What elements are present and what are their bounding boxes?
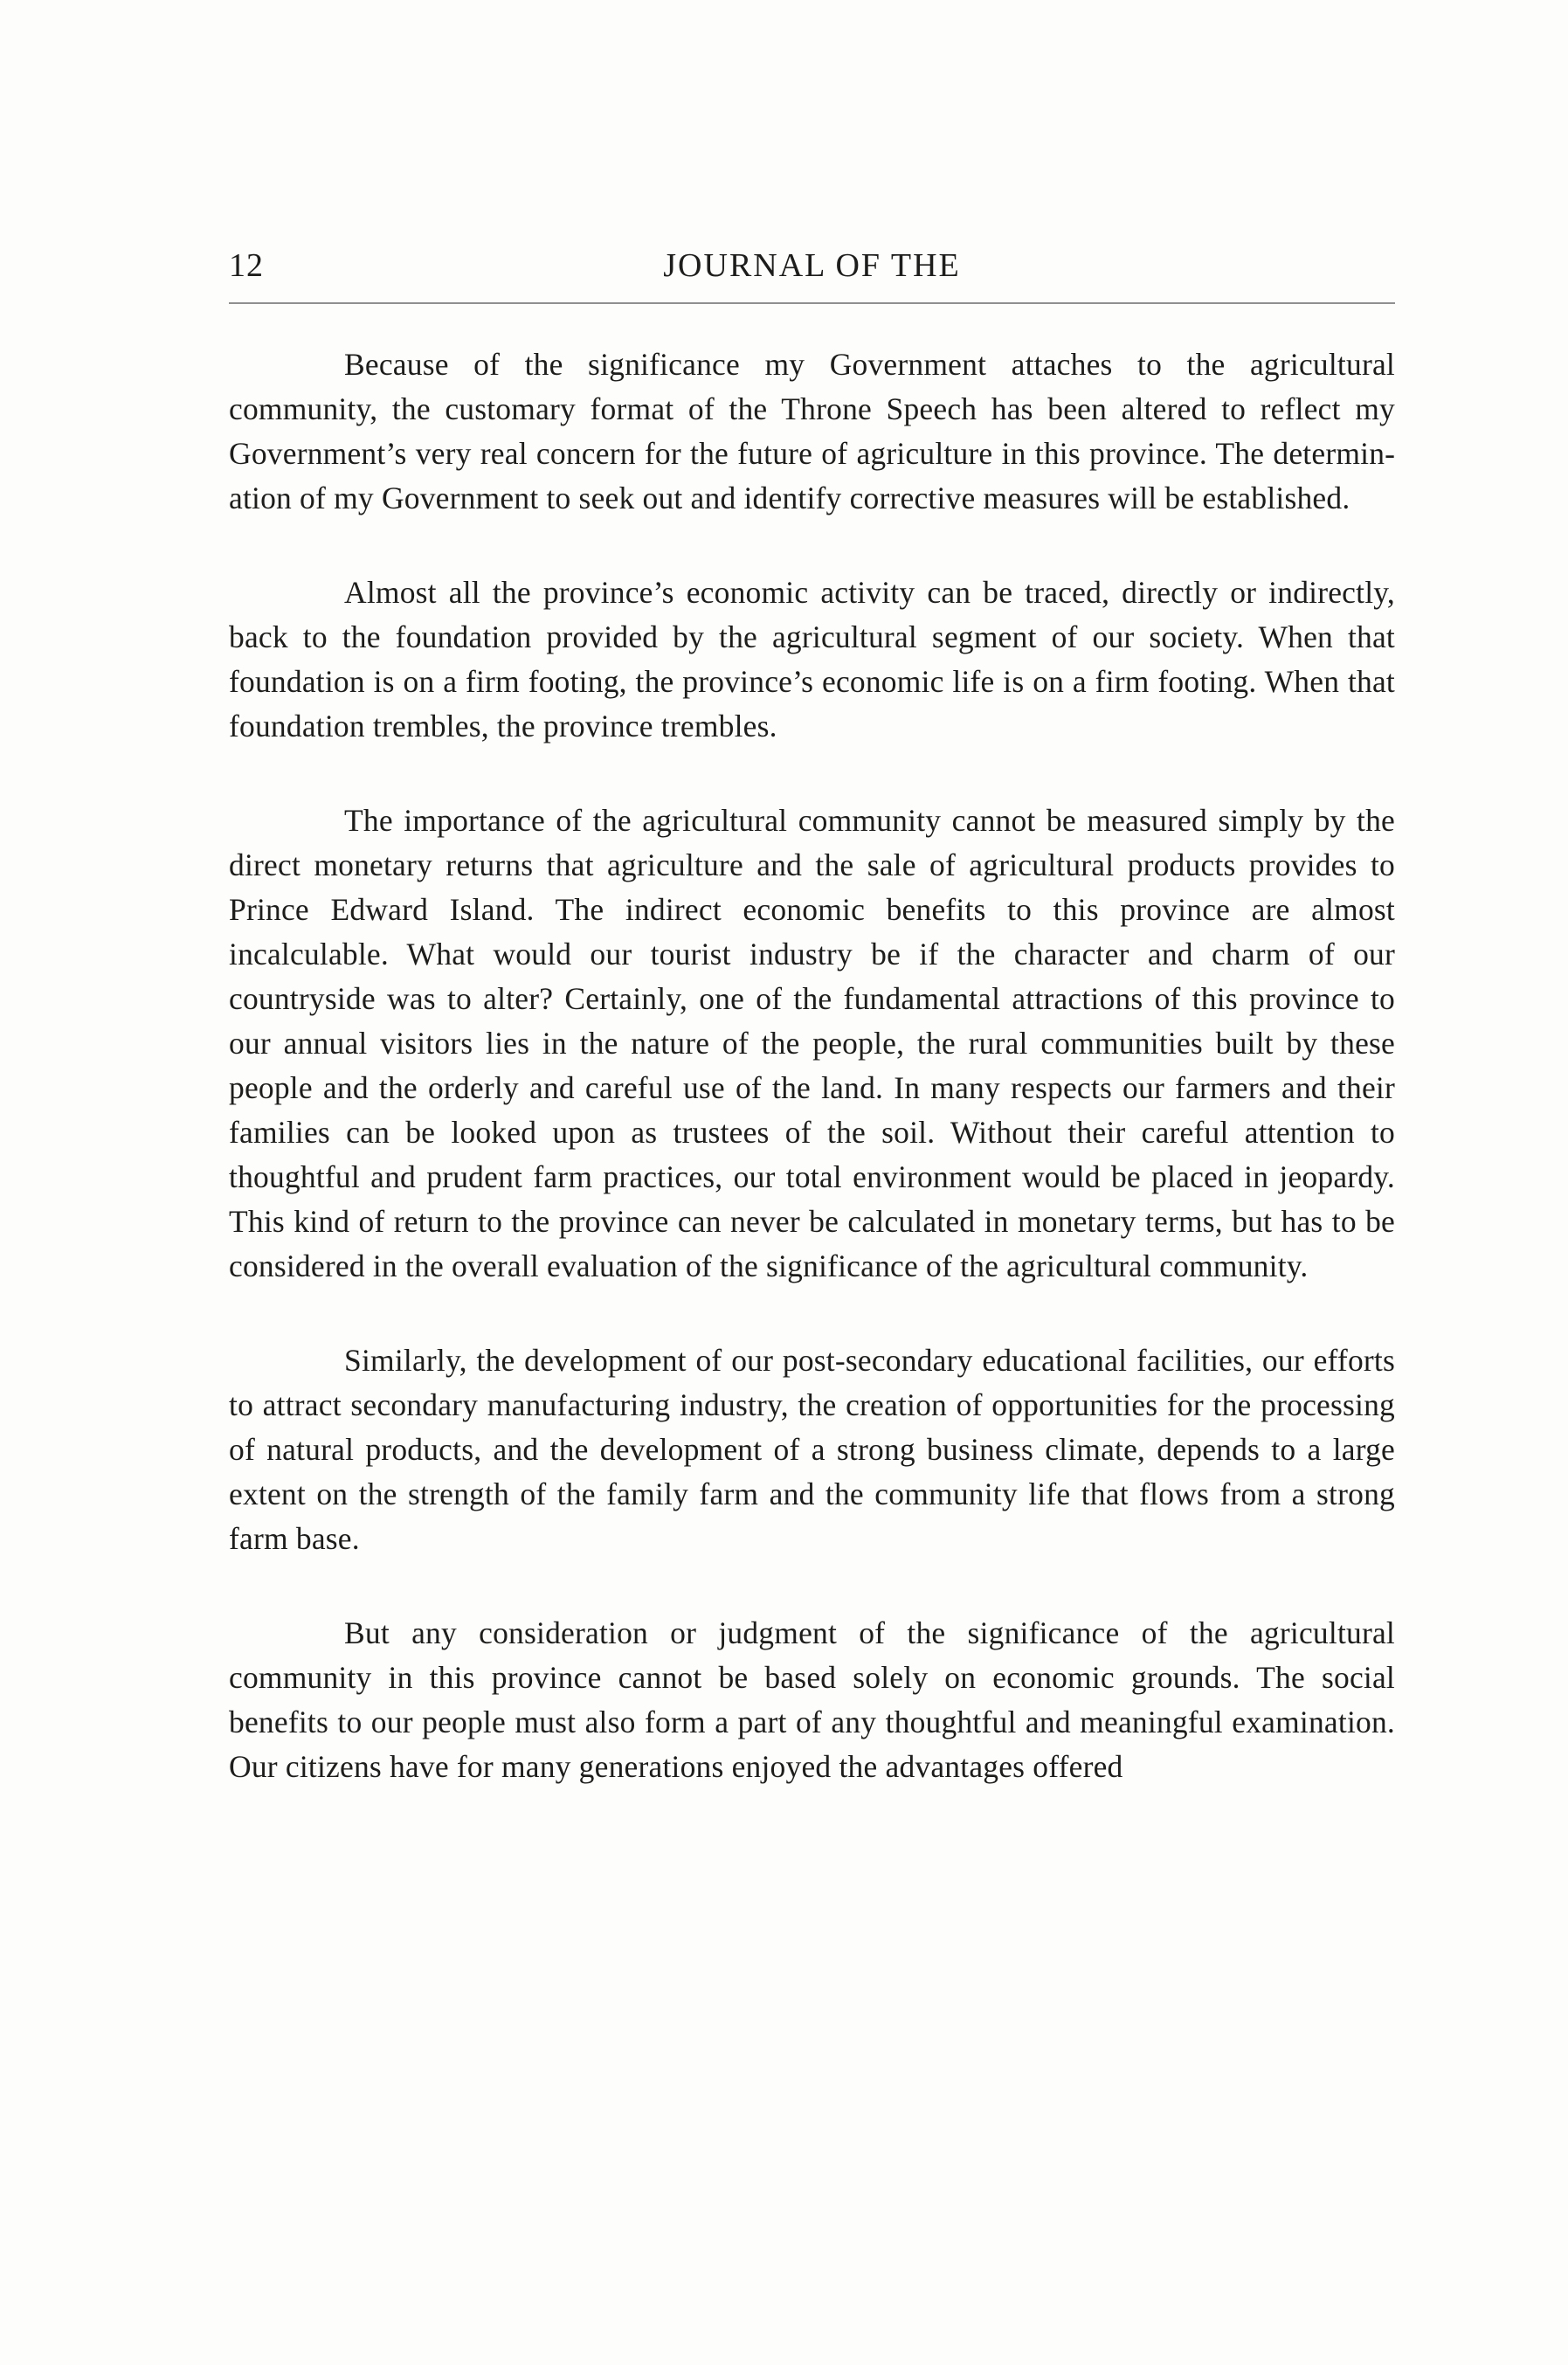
paragraph-social-benefits: But any consideration or judgment of the significance of the agricultural community in this province cannot be based solely on economic grounds. The social benefits to our people must also form a part of any thoughtful and meaningful examination. Our citizens have for many generations enjoyed the advantages offered — [229, 1615, 1395, 1784]
running-head — [229, 246, 1395, 294]
paragraph-economic-activity: Almost all the province’s economic activity can be traced, directly or indirectly, back to the foundation provided by the agricultural segment of our society. When that foundation is on a firm footing, the province’s economic life is on a firm footing. When that foundation trembles, the province trembles. — [229, 575, 1395, 743]
paragraph-importance-of-community: The importance of the agricultural community cannot be measured simply by the direct monetary returns that agriculture and the sale of agricultural products provides to Prince Edward Island. The indirect economic benefits to this province are almost incalculable. What would our tourist industry be if the character and charm of our countryside was to alter? Certainly, one of the fundamental attractions of this province to our annual visitors lies in the nature of the people, the rural communities built by these people and the orderly and careful use of the land. In many respects our farmers and their families can be looked upon as trustees of the soil. Without their careful attention to thoughtful and prudent farm practices, our total environment would be placed in jeopardy. This kind of return to the province can never be calculated in monetary terms, but has to be considered in the overall evaluation of the significance of the agricultural community. — [229, 803, 1395, 1283]
journal-title: JOURNAL OF THE — [663, 247, 961, 284]
paragraph-agricultural-significance: Because of the significance my Government attaches to the agricultural community, the customary format of the Throne Speech has been altered to reflect my Government’s very real concern for the future of agriculture in this province. The determination of my Government to seek out and identify corrective measures will be established. — [229, 347, 1395, 515]
header-rule — [229, 302, 1395, 304]
paragraph-development: Similarly, the development of our post-secondary educational facilities, our efforts to attract secondary manufacturing industry, the creation of opportunities for the processing of natural products, and the development of a strong business climate, depends to a large extent on the strength of the family farm and the community life that flows from a strong farm base. — [229, 1343, 1395, 1556]
page-number: 12 — [229, 247, 264, 284]
body-text — [229, 342, 1395, 1789]
